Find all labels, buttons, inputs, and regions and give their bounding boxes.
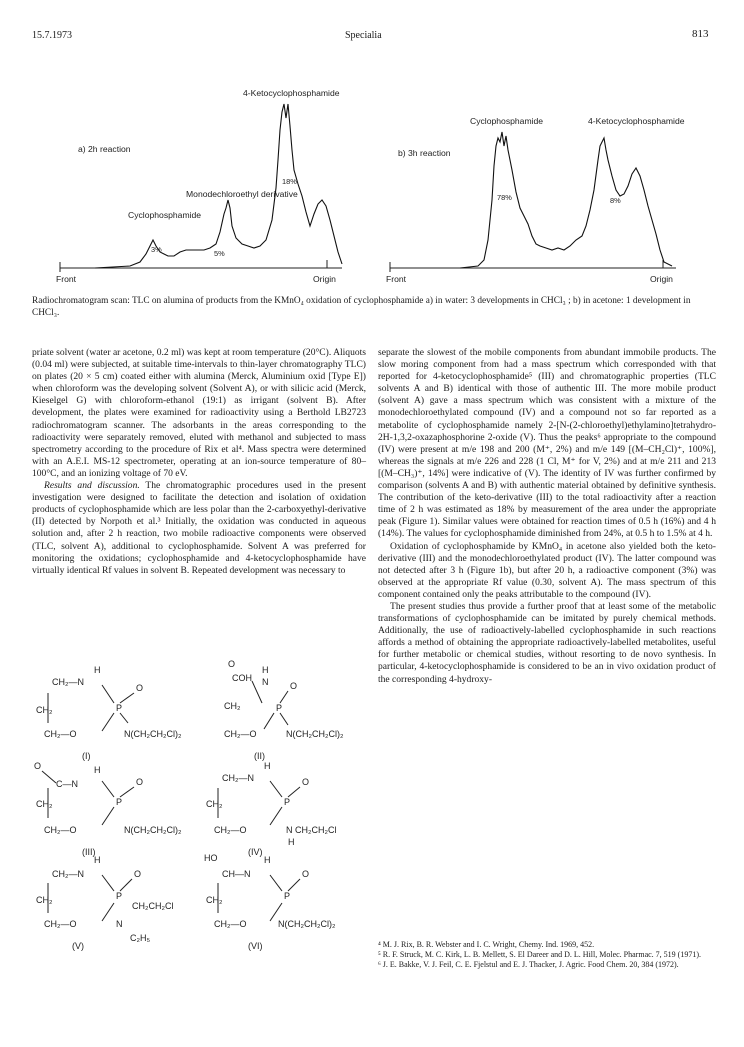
struct-5-o: O — [134, 869, 142, 879]
struct-1-atom-1: CH₂—N — [52, 677, 84, 687]
struct-label-6: (VI) — [248, 941, 263, 951]
struct-6-atom-1: CH—N — [222, 869, 251, 879]
struct-2-p: P — [276, 703, 283, 713]
struct-3-atom-1: C—N — [56, 779, 78, 789]
header-page-number: 813 — [692, 28, 709, 40]
panel-a-percent-2: 5% — [214, 249, 225, 258]
panel-a-title: a) 2h reaction — [78, 144, 131, 154]
struct-1-o: O — [136, 683, 144, 693]
struct-5-p: P — [116, 891, 123, 901]
footnotes — [378, 940, 716, 971]
struct-label-2: (II) — [254, 751, 265, 761]
panel-b-front-label: Front — [386, 274, 407, 284]
struct-6-atom-5: N(CH₂CH₂Cl)₂ — [278, 919, 336, 929]
struct-5-atom-5: C₂H₅ — [130, 933, 151, 943]
panel-a-percent-3: 18% — [282, 177, 297, 186]
struct-4-p: P — [284, 797, 291, 807]
struct-5-n: N — [116, 919, 123, 929]
struct-2-atom-1: COH — [232, 673, 252, 683]
struct-4-atom-3: CH₂—O — [214, 825, 247, 835]
struct-2-atom-4: N(CH₂CH₂Cl)₂ — [286, 729, 344, 739]
panel-b — [386, 116, 685, 284]
struct-6-atom-3: CH₂ — [206, 895, 223, 905]
struct-1-atom-2: CH₂ — [36, 705, 53, 715]
right-paragraph-1: separate the slowest of the mobile components from abundant immobile products. The slow moring component from had a mass spectrum which corresponded with that reported for 4-ketocyclophosphamide⁵ (III) and chromatographic properties (TLC solvents A and B) identical with those of authentic III. The more mobile product (solvent A) gave a mass spectrum which was consistent with a mixture of the monodechloroethylated compound (IV) and a compound not so far reported as a metabolite of cyclophosphamide namely 2-[N-(2-chloroethyl)ethylamino]tetrahydro-2H-1,3,2-oxazaphosphorine 2-oxide (V). Thus the peaks⁶ appropriate to the compound (IV) were present at m/e 198 and 200 (M⁺, 2%) and m/e 149 [(M–CH₂Cl)⁺, 100%], whereas the signals at m/e 226 and 228 (1 Cl, M⁺ for V, 2%) and at m/e 211 and 213 [(M–CH₃)⁺, 14%] were indicative of (V). The identity of IV was further confirmed by comparison (solvents A and B) with authentic material obtained by definitive synthesis. The contribution of the keto-derivative (III) to the total radioactivity after a reaction time of 2 h was estimated as 18% by measurement of the area under the appropriate peak (Figure 1). Similar values were obtained for reaction times of 0.5 h (16%) and 4 h (14%). The values for cyclophosphamide diminished from 24%, at 0.5 h to 1.5% at 4 h. — [378, 347, 716, 540]
struct-label-4: (IV) — [248, 847, 263, 857]
panel-b-trace — [460, 132, 672, 268]
struct-4-o: O — [302, 777, 310, 787]
struct-3-h: H — [94, 765, 101, 775]
struct-6-o: O — [302, 869, 310, 879]
struct-5-atom-4: CH₂CH₂Cl — [132, 901, 174, 911]
header-journal: Specialia — [345, 30, 382, 41]
struct-6-atom-2: HO — [204, 853, 218, 863]
struct-3-atom-4: N(CH₂CH₂Cl)₂ — [124, 825, 182, 835]
panel-b-title: b) 3h reaction — [398, 148, 451, 158]
left-paragraph-2 — [32, 480, 366, 577]
struct-3-atom-2: CH₂ — [36, 799, 53, 809]
struct-5-atom-1: CH₂—N — [52, 869, 84, 879]
panel-a-trace — [95, 104, 342, 268]
radiochromatogram-figure — [0, 0, 744, 295]
struct-1-atom-4: N(CH₂CH₂Cl)₂ — [124, 729, 182, 739]
struct-2-atom-3: CH₂—O — [224, 729, 257, 739]
chemical-structures — [32, 655, 366, 1025]
right-paragraph-3: The present studies thus provide a further proof that at least some of the metabolic transformations of cyclophosphamide can be imitated by purely chemical methods. Additionally, the use of radioactively-labelled cyclophosphamide in such reactions affords a method of obtaining the appropriate radioactively-labelled metabolites, useful for further metabolic or chemical studies, without resorting to de novo synthesis. In particular, 4-ketocyclophosphamide is considered to be an in vivo oxidation product of the corresponding 4-hydroxy- — [378, 600, 716, 685]
panel-a — [56, 88, 342, 284]
struct-label-5: (V) — [72, 941, 84, 951]
struct-6-p: P — [284, 891, 291, 901]
panel-b-peak-label-1: Cyclophosphamide — [470, 116, 544, 126]
struct-2-o: O — [228, 659, 236, 669]
footnote-5: ⁵ R. F. Struck, M. C. Kirk, L. B. Mellett, S. El Dareer and D. L. Hill, Molec. Pharmac. 7, 519 (1971). — [378, 950, 701, 960]
panel-a-front-label: Front — [56, 274, 77, 284]
panel-a-peak-label-2: Monodechloroethyl derivative — [186, 189, 298, 199]
panel-b-origin-label: Origin — [650, 274, 673, 284]
right-paragraph-2: Oxidation of cyclophosphamide by KMnO₄ in acetone also yielded both the keto-derivative (III) and the monodechloroethylated product (IV). The latter compound was not detected after 3 h (Figure 1b), but after 20 h, a radioactive component (3%) was observed at the appropriate Rf value (0.30, solvent A). The mass spectrum of this component contained only the peaks attributable to the compound (IV). — [378, 540, 716, 600]
struct-5-atom-3: CH₂—O — [44, 919, 77, 929]
struct-3-o2: O — [136, 777, 144, 787]
left-paragraph-1: priate solvent (water ar acetone, 0.2 ml) was kept at room temperature (20°C). Aliquots (0.04 ml) were subjected, at suitable time-intervals to thin-layer chromatography TLC) on plates (20 × 5 cm) coated either with alumina (Merck, Aluminium oxid [Type E]) when chloroform was the developing solvent (Solvent A), or with silicic acid (Merck, Kieselgel G) with chloroform-ethanol (19:1) as irrigant (solvent B). After development, the plates were examined for radioactivity using a Berthold LB2723 radiochromatogram scanner. The adsorbants in the areas corresponding to the radioactivity were separately removed, eluted with methanol and subjected to mass spectrometry according to the procedure of Rix et al⁴. Mass spectra were determined with an A.E.I. MS-12 spectrometer, operating at an ion-source temperature of 80–100°C, and an ionizing voltage of 70 eV. — [32, 347, 366, 479]
panel-a-peak-label-1: Cyclophosphamide — [128, 210, 202, 220]
panel-a-percent-1: 3% — [151, 245, 162, 254]
struct-3-p: P — [116, 797, 123, 807]
struct-1-atom-3: CH₂—O — [44, 729, 77, 739]
struct-3-atom-3: CH₂—O — [44, 825, 77, 835]
results-text: The chromatographic procedures used in the present investigation were designed to facilitate the detection and isolation of oxidation products of cyclophosphamide which are less polar than the 2-carboxyethyl-derivative (II) detected by Norpoth et al.³ Initially, the oxidation was conducted in aqueous solution and, after 2 h reaction, two mobile radioactive components were observed (TLC, solvent A), additional to cyclophosphamide. Solvent A was preferred for monitoring the oxidations; cyclophosphamide and 4-ketocyclophosphamide have virtually identical Rf values in solvent B. Repeated development was necessary to — [32, 480, 367, 576]
panel-a-origin-label: Origin — [313, 274, 336, 284]
struct-4-atom-2: CH₂ — [206, 799, 223, 809]
struct-6-h: H — [264, 855, 271, 865]
panel-b-percent-1: 78% — [497, 193, 512, 202]
struct-2-h2: H — [262, 665, 269, 675]
panel-a-peak-label-3: 4-Ketocyclophosphamide — [243, 88, 340, 98]
struct-6-atom-4: CH₂—O — [214, 919, 247, 929]
struct-1-h: H — [94, 665, 101, 675]
footnote-6: ⁶ J. E. Bakke, V. J. Feil, C. E. Fjelstul and E. J. Thacker, J. Agric. Food Chem. 20, 384 (1972). — [378, 960, 679, 970]
right-column — [378, 347, 716, 686]
results-heading: Results and discussion. — [44, 480, 140, 492]
struct-5-h: H — [94, 855, 101, 865]
struct-1-p: P — [116, 703, 123, 713]
figure-caption: Radiochromatogram scan: TLC on alumina of products from the KMnO₄ oxidation of cyclophosphamide a) in water: 3 developments in CHCl₃ ; b) in acetone: 1 development in CHCl₃. — [32, 296, 691, 318]
struct-5-atom-2: CH₂ — [36, 895, 53, 905]
struct-4-h: H — [264, 761, 271, 771]
footnote-4: ⁴ M. J. Rix, B. R. Webster and I. C. Wright, Chemy. Ind. 1969, 452. — [378, 940, 595, 949]
struct-2-atom-2: CH₂ — [224, 701, 241, 711]
struct-2-o2: O — [290, 681, 298, 691]
panel-b-percent-2: 8% — [610, 196, 621, 205]
left-column — [32, 347, 366, 577]
header-date: 15.7.1973 — [32, 30, 72, 41]
struct-4-h2: H — [288, 837, 295, 847]
panel-b-peak-label-2: 4-Ketocyclophosphamide — [588, 116, 685, 126]
struct-2-n: N — [262, 677, 269, 687]
struct-label-1: (I) — [82, 751, 91, 761]
struct-3-o: O — [34, 761, 42, 771]
struct-label-3: (III) — [82, 847, 96, 857]
struct-4-atom-1: CH₂—N — [222, 773, 254, 783]
struct-4-atom-4: N CH₂CH₂Cl — [286, 825, 337, 835]
